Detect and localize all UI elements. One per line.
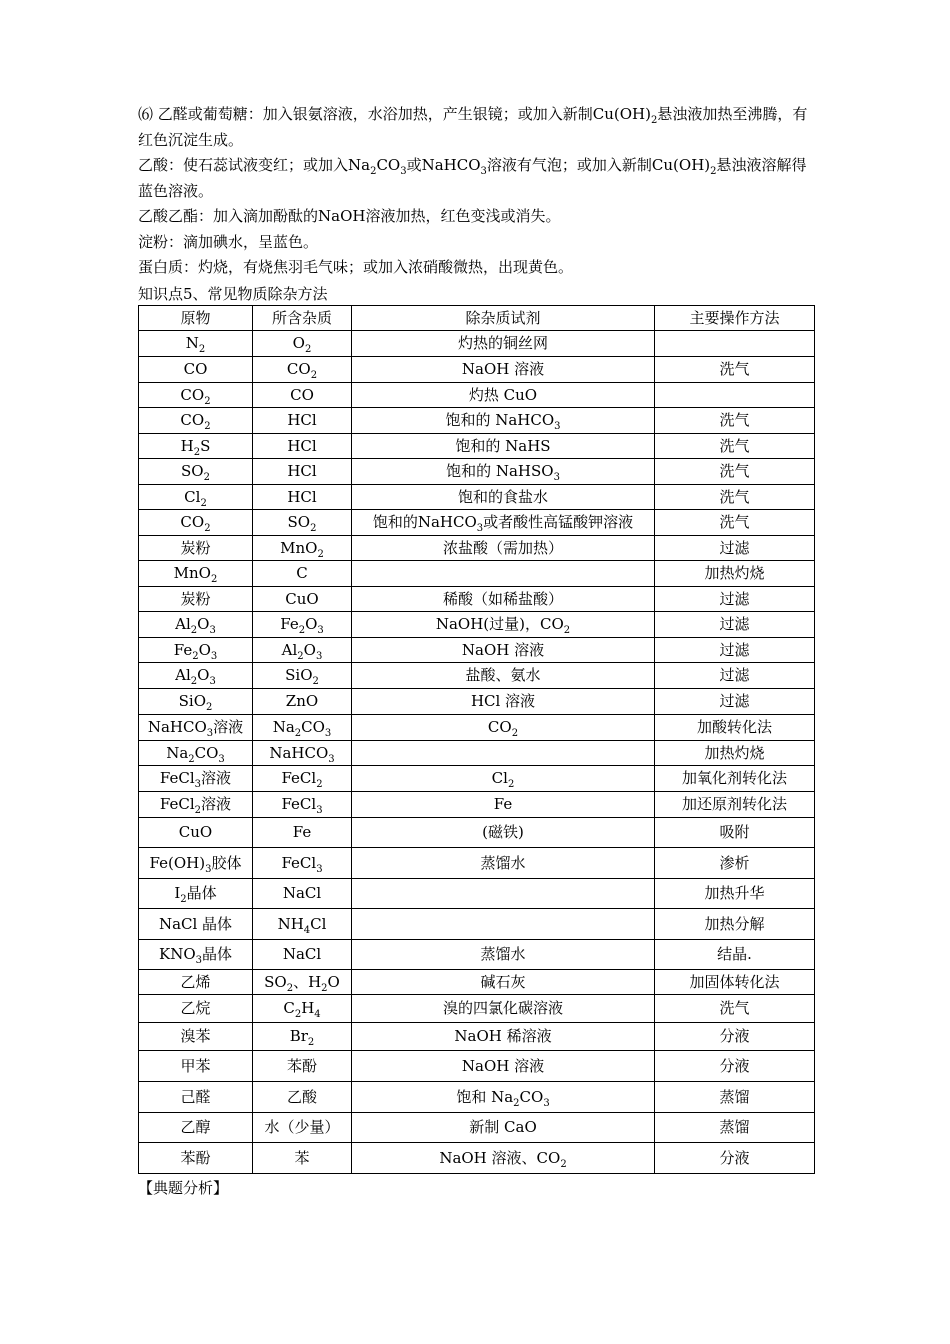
table-row bbox=[139, 847, 815, 878]
cell-reagent: 盐酸、氨水 bbox=[352, 662, 655, 688]
cell-original-substance: FeCl$_3$溶液 bbox=[139, 765, 253, 791]
note-paragraph: 乙酸：使石蕊试液变红；或加入$Na_2CO_3$或NaHCO$_3$溶液有气泡；或加入新制$Cu(OH)_2$悬浊液溶解得蓝色溶液。 bbox=[138, 156, 807, 200]
table-row bbox=[139, 878, 815, 908]
cell-original-substance: $SO_2$ bbox=[139, 458, 253, 484]
cell-original-substance: $I_2$晶体 bbox=[139, 878, 253, 908]
cell-reagent: NaOH 溶液 bbox=[352, 356, 655, 382]
cell-impurity: 乙酸 bbox=[253, 1081, 352, 1112]
cell-original-substance: 乙烷 bbox=[139, 994, 253, 1022]
cell-operation: 加氧化剂转化法 bbox=[655, 765, 815, 791]
cell-operation: 加热升华 bbox=[655, 878, 815, 908]
cell-reagent: Fe bbox=[352, 791, 655, 817]
table-row bbox=[139, 714, 815, 740]
cell-impurity: $Al_2O_3$ bbox=[253, 637, 352, 662]
header-reagent: 除杂质试剂 bbox=[352, 305, 655, 330]
cell-reagent: 溴的四氯化碳溶液 bbox=[352, 994, 655, 1022]
cell-impurity: NaCl bbox=[253, 939, 352, 969]
cell-operation bbox=[655, 330, 815, 356]
cell-original-substance: 溴苯 bbox=[139, 1022, 253, 1050]
cell-reagent: 灼热 CuO bbox=[352, 382, 655, 407]
cell-reagent: (磁铁) bbox=[352, 817, 655, 847]
cell-original-substance: $H_2S$ bbox=[139, 433, 253, 458]
cell-reagent: 饱和的 NaHCO$_3$ bbox=[352, 407, 655, 433]
table-row bbox=[139, 637, 815, 662]
cell-reagent: 饱和的 NaHSO$_3$ bbox=[352, 458, 655, 484]
cell-impurity: $O_2$ bbox=[253, 330, 352, 356]
cell-original-substance: $Na_2CO_3$ bbox=[139, 740, 253, 765]
cell-operation: 结晶. bbox=[655, 939, 815, 969]
table-row bbox=[139, 662, 815, 688]
cell-operation: 分液 bbox=[655, 1022, 815, 1050]
cell-operation: 加热分解 bbox=[655, 908, 815, 939]
cell-original-substance: NaHCO$_3$溶液 bbox=[139, 714, 253, 740]
table-row bbox=[139, 356, 815, 382]
cell-original-substance: 乙烯 bbox=[139, 969, 253, 994]
table-row bbox=[139, 1022, 815, 1050]
cell-original-substance: $N_2$ bbox=[139, 330, 253, 356]
cell-reagent bbox=[352, 560, 655, 586]
cell-impurity: $Na_2CO_3$ bbox=[253, 714, 352, 740]
cell-impurity: Fe bbox=[253, 817, 352, 847]
cell-operation bbox=[655, 382, 815, 407]
cell-impurity: HCl bbox=[253, 458, 352, 484]
table-row bbox=[139, 1112, 815, 1142]
cell-reagent: 新制 CaO bbox=[352, 1112, 655, 1142]
cell-impurity: CO bbox=[253, 382, 352, 407]
cell-impurity: 水（少量） bbox=[253, 1112, 352, 1142]
table-row bbox=[139, 740, 815, 765]
cell-original-substance: 乙醇 bbox=[139, 1112, 253, 1142]
table-row bbox=[139, 688, 815, 714]
table-row bbox=[139, 330, 815, 356]
cell-impurity: $SO_2$、$H_2O$ bbox=[253, 969, 352, 994]
table-row bbox=[139, 908, 815, 939]
table-header-row bbox=[139, 305, 815, 330]
cell-impurity: HCl bbox=[253, 433, 352, 458]
cell-reagent: HCl 溶液 bbox=[352, 688, 655, 714]
reaction-notes bbox=[138, 102, 814, 281]
cell-operation: 洗气 bbox=[655, 458, 815, 484]
cell-original-substance: 甲苯 bbox=[139, 1050, 253, 1081]
table-row bbox=[139, 1050, 815, 1081]
table-row bbox=[139, 939, 815, 969]
table-row bbox=[139, 765, 815, 791]
cell-original-substance: $Al_2O_3$ bbox=[139, 611, 253, 637]
header-operation: 主要操作方法 bbox=[655, 305, 815, 330]
header-impurity: 所含杂质 bbox=[253, 305, 352, 330]
cell-original-substance: $Fe_2O_3$ bbox=[139, 637, 253, 662]
cell-impurity: $Br_2$ bbox=[253, 1022, 352, 1050]
cell-impurity: FeCl$_3$ bbox=[253, 791, 352, 817]
cell-original-substance: $CO_2$ bbox=[139, 407, 253, 433]
cell-reagent: NaOH(过量)，$CO_2$ bbox=[352, 611, 655, 637]
cell-impurity: $Fe_2O_3$ bbox=[253, 611, 352, 637]
cell-operation: 洗气 bbox=[655, 994, 815, 1022]
cell-reagent: NaOH 溶液、$CO_2$ bbox=[352, 1142, 655, 1173]
cell-reagent bbox=[352, 878, 655, 908]
cell-impurity: ZnO bbox=[253, 688, 352, 714]
cell-impurity: $SO_2$ bbox=[253, 509, 352, 535]
table-row bbox=[139, 433, 815, 458]
table-row bbox=[139, 382, 815, 407]
cell-operation: 过滤 bbox=[655, 586, 815, 611]
cell-reagent: 饱和 $Na_2CO_3$ bbox=[352, 1081, 655, 1112]
table-row bbox=[139, 1081, 815, 1112]
cell-operation: 过滤 bbox=[655, 637, 815, 662]
cell-original-substance: 己醛 bbox=[139, 1081, 253, 1112]
cell-impurity: MnO$_2$ bbox=[253, 535, 352, 560]
cell-original-substance: SiO$_2$ bbox=[139, 688, 253, 714]
cell-original-substance: $Fe(OH)_3$胶体 bbox=[139, 847, 253, 878]
cell-reagent: NaOH 溶液 bbox=[352, 1050, 655, 1081]
cell-impurity: $CO_2$ bbox=[253, 356, 352, 382]
cell-reagent: NaOH 稀溶液 bbox=[352, 1022, 655, 1050]
cell-impurity: 苯 bbox=[253, 1142, 352, 1173]
cell-impurity: 苯酚 bbox=[253, 1050, 352, 1081]
cell-operation: 洗气 bbox=[655, 433, 815, 458]
table-row bbox=[139, 560, 815, 586]
cell-reagent: 蒸馏水 bbox=[352, 939, 655, 969]
cell-operation: 洗气 bbox=[655, 509, 815, 535]
note-paragraph: 蛋白质：灼烧，有烧焦羽毛气味；或加入浓硝酸微热，出现黄色。 bbox=[138, 258, 574, 276]
cell-original-substance: MnO$_2$ bbox=[139, 560, 253, 586]
cell-operation: 过滤 bbox=[655, 688, 815, 714]
cell-original-substance: 炭粉 bbox=[139, 535, 253, 560]
cell-reagent: $CO_2$ bbox=[352, 714, 655, 740]
cell-operation: 蒸馏 bbox=[655, 1112, 815, 1142]
cell-impurity: FeCl$_3$ bbox=[253, 847, 352, 878]
cell-original-substance: FeCl$_2$溶液 bbox=[139, 791, 253, 817]
cell-operation: 加酸转化法 bbox=[655, 714, 815, 740]
cell-impurity: $C_2H_4$ bbox=[253, 994, 352, 1022]
cell-impurity: HCl bbox=[253, 407, 352, 433]
cell-operation: 分液 bbox=[655, 1050, 815, 1081]
note-paragraph: 乙酸乙酯：加入滴加酚酞的NaOH溶液加热，红色变浅或消失。 bbox=[138, 207, 561, 225]
cell-operation: 吸附 bbox=[655, 817, 815, 847]
header-original-substance: 原物 bbox=[139, 305, 253, 330]
cell-reagent bbox=[352, 908, 655, 939]
cell-original-substance: CuO bbox=[139, 817, 253, 847]
cell-original-substance: $Al_2O_3$ bbox=[139, 662, 253, 688]
cell-operation: 加热灼烧 bbox=[655, 740, 815, 765]
cell-operation: 蒸馏 bbox=[655, 1081, 815, 1112]
table-row bbox=[139, 509, 815, 535]
cell-original-substance: CO bbox=[139, 356, 253, 382]
cell-reagent: 碱石灰 bbox=[352, 969, 655, 994]
cell-impurity: FeCl$_2$ bbox=[253, 765, 352, 791]
cell-reagent: $Cl_2$ bbox=[352, 765, 655, 791]
cell-original-substance: 炭粉 bbox=[139, 586, 253, 611]
table-row bbox=[139, 586, 815, 611]
cell-impurity: NaCl bbox=[253, 878, 352, 908]
cell-operation: 加固体转化法 bbox=[655, 969, 815, 994]
table-row bbox=[139, 791, 815, 817]
note-paragraph: ⑹ 乙醛或葡萄糖：加入银氨溶液，水浴加热，产生银镜；或加入新制$Cu(OH)_2$悬浊液加热至沸腾，有红色沉淀生成。 bbox=[138, 105, 808, 149]
cell-reagent: NaOH 溶液 bbox=[352, 637, 655, 662]
cell-operation: 渗析 bbox=[655, 847, 815, 878]
table-row bbox=[139, 1142, 815, 1173]
table-row bbox=[139, 407, 815, 433]
cell-operation: 洗气 bbox=[655, 407, 815, 433]
cell-operation: 过滤 bbox=[655, 535, 815, 560]
cell-operation: 加热灼烧 bbox=[655, 560, 815, 586]
table-row bbox=[139, 535, 815, 560]
table-row bbox=[139, 969, 815, 994]
table-row bbox=[139, 484, 815, 509]
cell-original-substance: $CO_2$ bbox=[139, 509, 253, 535]
cell-original-substance: $KNO_3$晶体 bbox=[139, 939, 253, 969]
cell-original-substance: NaCl 晶体 bbox=[139, 908, 253, 939]
cell-reagent: 饱和的食盐水 bbox=[352, 484, 655, 509]
note-paragraph: 淀粉：滴加碘水，呈蓝色。 bbox=[138, 232, 319, 251]
section-heading: 知识点5、常见物质除杂方法 bbox=[138, 284, 328, 303]
cell-operation: 过滤 bbox=[655, 662, 815, 688]
cell-original-substance: $CO_2$ bbox=[139, 382, 253, 407]
table-row bbox=[139, 994, 815, 1022]
footer-heading: 【典题分析】 bbox=[138, 1178, 229, 1197]
cell-reagent: 稀酸（如稀盐酸） bbox=[352, 586, 655, 611]
cell-impurity: HCl bbox=[253, 484, 352, 509]
cell-impurity: NaHCO$_3$ bbox=[253, 740, 352, 765]
table-body bbox=[139, 330, 815, 1173]
table-row bbox=[139, 611, 815, 637]
cell-impurity: CuO bbox=[253, 586, 352, 611]
cell-operation: 过滤 bbox=[655, 611, 815, 637]
cell-original-substance: 苯酚 bbox=[139, 1142, 253, 1173]
cell-impurity: C bbox=[253, 560, 352, 586]
cell-operation: 洗气 bbox=[655, 484, 815, 509]
table-row bbox=[139, 458, 815, 484]
cell-original-substance: $Cl_2$ bbox=[139, 484, 253, 509]
cell-reagent: 饱和的NaHCO$_3$或者酸性高锰酸钾溶液 bbox=[352, 509, 655, 535]
cell-operation: 加还原剂转化法 bbox=[655, 791, 815, 817]
cell-impurity: $NH_4Cl$ bbox=[253, 908, 352, 939]
table-row bbox=[139, 817, 815, 847]
cell-reagent: 蒸馏水 bbox=[352, 847, 655, 878]
cell-reagent: 浓盐酸（需加热） bbox=[352, 535, 655, 560]
impurity-removal-table bbox=[138, 305, 815, 1174]
cell-operation: 洗气 bbox=[655, 356, 815, 382]
cell-operation: 分液 bbox=[655, 1142, 815, 1173]
cell-reagent: 饱和的 NaHS bbox=[352, 433, 655, 458]
document-page bbox=[138, 102, 814, 1198]
cell-reagent: 灼热的铜丝网 bbox=[352, 330, 655, 356]
cell-reagent bbox=[352, 740, 655, 765]
cell-impurity: SiO$_2$ bbox=[253, 662, 352, 688]
